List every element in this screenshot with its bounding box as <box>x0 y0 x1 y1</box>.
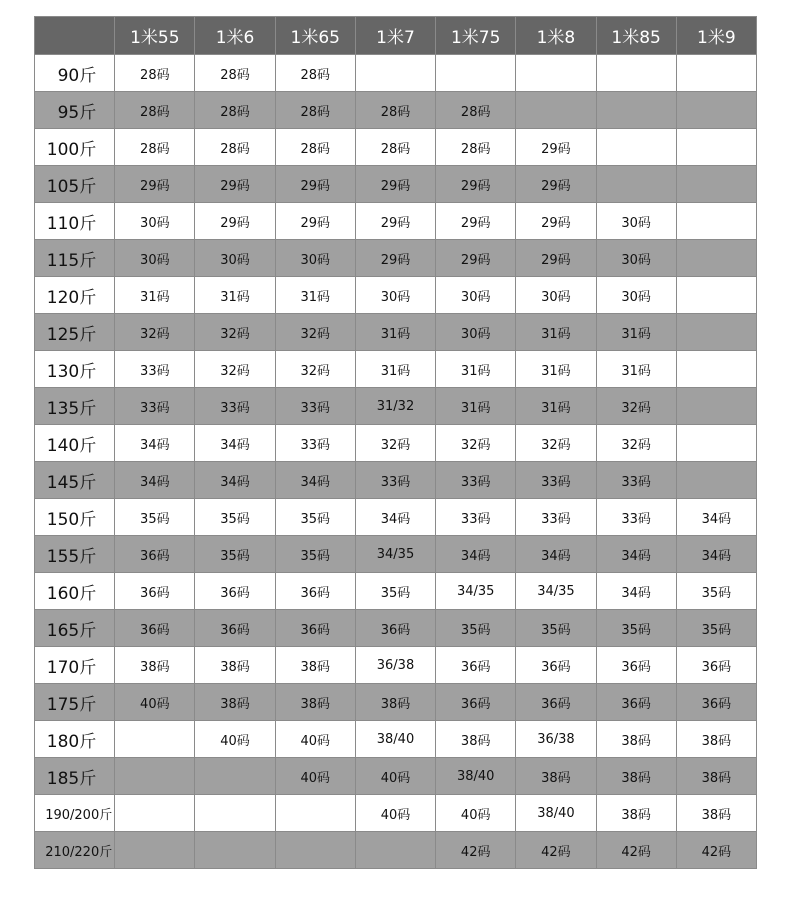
weight-cell: 110斤 <box>35 203 115 240</box>
table-row <box>35 758 757 795</box>
size-cell <box>676 203 756 240</box>
size-cell: 35码 <box>275 499 355 536</box>
weight-cell: 105斤 <box>35 166 115 203</box>
height-header: 1米8 <box>516 17 596 55</box>
size-cell: 36码 <box>436 684 516 721</box>
size-cell: 28码 <box>115 129 195 166</box>
size-cell: 28码 <box>275 129 355 166</box>
size-cell: 34码 <box>355 499 435 536</box>
size-cell: 38码 <box>516 758 596 795</box>
size-cell: 30码 <box>275 240 355 277</box>
height-header: 1米55 <box>115 17 195 55</box>
size-cell: 32码 <box>596 425 676 462</box>
weight-cell: 160斤 <box>35 573 115 610</box>
size-cell: 36码 <box>115 536 195 573</box>
size-cell: 42码 <box>516 832 596 869</box>
size-cell <box>195 832 275 869</box>
size-cell: 28码 <box>436 92 516 129</box>
size-cell: 38码 <box>195 647 275 684</box>
size-cell: 38/40 <box>355 721 435 758</box>
size-cell: 42码 <box>596 832 676 869</box>
size-cell: 35码 <box>436 610 516 647</box>
size-cell <box>676 388 756 425</box>
size-cell: 33码 <box>115 388 195 425</box>
size-cell: 28码 <box>115 55 195 92</box>
weight-cell: 170斤 <box>35 647 115 684</box>
size-cell <box>596 92 676 129</box>
size-cell <box>676 425 756 462</box>
size-cell: 33码 <box>436 462 516 499</box>
size-cell: 38码 <box>676 758 756 795</box>
size-cell: 38码 <box>436 721 516 758</box>
height-header: 1米65 <box>275 17 355 55</box>
weight-cell: 175斤 <box>35 684 115 721</box>
size-cell: 31码 <box>516 351 596 388</box>
size-cell: 29码 <box>275 203 355 240</box>
size-cell: 34码 <box>436 536 516 573</box>
size-cell: 38码 <box>275 647 355 684</box>
size-cell <box>596 55 676 92</box>
table-row <box>35 55 757 92</box>
size-cell: 29码 <box>195 203 275 240</box>
table-row <box>35 240 757 277</box>
size-cell: 29码 <box>355 166 435 203</box>
size-cell: 29码 <box>516 203 596 240</box>
size-cell: 29码 <box>195 166 275 203</box>
size-cell: 28码 <box>436 129 516 166</box>
size-cell: 35码 <box>676 610 756 647</box>
weight-cell: 90斤 <box>35 55 115 92</box>
size-cell <box>596 166 676 203</box>
table-row <box>35 610 757 647</box>
table-row <box>35 166 757 203</box>
size-cell: 34码 <box>596 536 676 573</box>
size-cell: 40码 <box>115 684 195 721</box>
weight-cell: 185斤 <box>35 758 115 795</box>
size-cell <box>195 758 275 795</box>
size-cell: 36码 <box>676 647 756 684</box>
size-cell: 40码 <box>355 795 435 832</box>
table-row <box>35 277 757 314</box>
weight-cell: 120斤 <box>35 277 115 314</box>
size-cell: 30码 <box>436 314 516 351</box>
size-cell: 38码 <box>596 795 676 832</box>
size-cell <box>596 129 676 166</box>
size-cell: 28码 <box>355 92 435 129</box>
size-cell: 33码 <box>115 351 195 388</box>
size-cell: 40码 <box>436 795 516 832</box>
weight-cell: 115斤 <box>35 240 115 277</box>
size-cell: 32码 <box>275 314 355 351</box>
table-row <box>35 832 757 869</box>
size-cell: 28码 <box>355 129 435 166</box>
size-cell <box>676 314 756 351</box>
table-row <box>35 795 757 832</box>
size-cell: 33码 <box>275 425 355 462</box>
size-cell: 36码 <box>115 610 195 647</box>
weight-cell: 190/200斤 <box>35 795 115 832</box>
size-chart-table <box>34 16 757 869</box>
weight-cell: 155斤 <box>35 536 115 573</box>
size-cell: 38码 <box>355 684 435 721</box>
table-row <box>35 314 757 351</box>
size-cell <box>676 92 756 129</box>
table-row <box>35 462 757 499</box>
size-cell: 31码 <box>516 388 596 425</box>
size-cell: 33码 <box>516 462 596 499</box>
size-cell: 36码 <box>275 573 355 610</box>
size-cell: 31码 <box>596 314 676 351</box>
size-cell: 28码 <box>195 92 275 129</box>
size-cell: 28码 <box>195 55 275 92</box>
size-cell: 35码 <box>676 573 756 610</box>
size-cell: 28码 <box>275 92 355 129</box>
size-cell: 32码 <box>115 314 195 351</box>
size-cell: 36码 <box>115 573 195 610</box>
size-cell: 42码 <box>676 832 756 869</box>
size-cell: 29码 <box>115 166 195 203</box>
size-cell: 31码 <box>436 388 516 425</box>
size-cell: 28码 <box>195 129 275 166</box>
size-cell: 38码 <box>115 647 195 684</box>
size-cell: 38码 <box>596 758 676 795</box>
size-cell: 32码 <box>516 425 596 462</box>
size-cell: 33码 <box>275 388 355 425</box>
size-cell: 34码 <box>195 462 275 499</box>
size-cell: 30码 <box>195 240 275 277</box>
size-cell <box>676 240 756 277</box>
size-cell: 29码 <box>436 166 516 203</box>
size-cell: 40码 <box>195 721 275 758</box>
size-cell: 38码 <box>275 684 355 721</box>
size-cell: 36码 <box>596 684 676 721</box>
size-cell <box>275 795 355 832</box>
size-cell: 30码 <box>516 277 596 314</box>
size-cell: 30码 <box>596 240 676 277</box>
size-cell: 35码 <box>195 499 275 536</box>
size-cell: 30码 <box>596 203 676 240</box>
size-cell: 33码 <box>596 462 676 499</box>
weight-cell: 140斤 <box>35 425 115 462</box>
weight-cell: 95斤 <box>35 92 115 129</box>
size-cell: 36/38 <box>355 647 435 684</box>
size-cell <box>115 832 195 869</box>
table-row <box>35 388 757 425</box>
size-cell <box>676 129 756 166</box>
size-cell: 28码 <box>115 92 195 129</box>
size-cell <box>355 55 435 92</box>
size-cell: 31码 <box>596 351 676 388</box>
size-cell: 38码 <box>195 684 275 721</box>
size-cell: 32码 <box>195 351 275 388</box>
size-cell: 40码 <box>275 758 355 795</box>
size-cell: 34/35 <box>436 573 516 610</box>
size-cell: 35码 <box>275 536 355 573</box>
size-cell: 36码 <box>516 684 596 721</box>
size-cell <box>115 795 195 832</box>
size-cell: 33码 <box>195 388 275 425</box>
size-cell: 36码 <box>195 610 275 647</box>
size-cell: 30码 <box>596 277 676 314</box>
size-cell: 38码 <box>596 721 676 758</box>
table-row <box>35 647 757 684</box>
size-cell: 34码 <box>596 573 676 610</box>
size-cell: 40码 <box>355 758 435 795</box>
weight-cell: 100斤 <box>35 129 115 166</box>
size-cell: 36码 <box>195 573 275 610</box>
size-cell <box>436 55 516 92</box>
height-header: 1米75 <box>436 17 516 55</box>
size-cell: 30码 <box>436 277 516 314</box>
table-row <box>35 536 757 573</box>
weight-cell: 180斤 <box>35 721 115 758</box>
size-cell: 35码 <box>516 610 596 647</box>
weight-cell: 150斤 <box>35 499 115 536</box>
size-cell: 29码 <box>516 240 596 277</box>
size-cell: 35码 <box>355 573 435 610</box>
height-header: 1米6 <box>195 17 275 55</box>
size-cell: 31码 <box>516 314 596 351</box>
size-cell: 31码 <box>436 351 516 388</box>
table-body <box>35 55 757 869</box>
size-cell <box>115 758 195 795</box>
size-cell: 36码 <box>516 647 596 684</box>
size-cell <box>195 795 275 832</box>
size-cell <box>676 55 756 92</box>
size-cell: 31码 <box>275 277 355 314</box>
size-cell: 35码 <box>195 536 275 573</box>
size-cell <box>676 351 756 388</box>
size-cell: 34/35 <box>516 573 596 610</box>
size-cell <box>516 92 596 129</box>
size-cell: 29码 <box>355 203 435 240</box>
size-cell: 36/38 <box>516 721 596 758</box>
size-cell <box>115 721 195 758</box>
weight-cell: 130斤 <box>35 351 115 388</box>
size-cell: 31码 <box>115 277 195 314</box>
size-cell: 32码 <box>275 351 355 388</box>
size-cell: 36码 <box>676 684 756 721</box>
size-cell: 33码 <box>436 499 516 536</box>
table-row <box>35 92 757 129</box>
size-cell: 34码 <box>195 425 275 462</box>
size-cell: 31/32 <box>355 388 435 425</box>
size-cell: 34码 <box>115 425 195 462</box>
size-cell: 33码 <box>596 499 676 536</box>
size-cell: 29码 <box>516 166 596 203</box>
table-row <box>35 203 757 240</box>
size-cell: 28码 <box>275 55 355 92</box>
size-cell: 30码 <box>115 203 195 240</box>
size-cell: 32码 <box>195 314 275 351</box>
size-cell: 29码 <box>436 240 516 277</box>
size-cell <box>676 462 756 499</box>
weight-cell: 165斤 <box>35 610 115 647</box>
weight-cell: 145斤 <box>35 462 115 499</box>
size-cell: 32码 <box>596 388 676 425</box>
size-cell: 30码 <box>355 277 435 314</box>
weight-cell: 210/220斤 <box>35 832 115 869</box>
table-row <box>35 351 757 388</box>
size-cell: 34码 <box>676 536 756 573</box>
height-header: 1米7 <box>355 17 435 55</box>
size-cell: 42码 <box>436 832 516 869</box>
size-cell: 36码 <box>355 610 435 647</box>
header-row <box>35 17 757 55</box>
size-cell: 29码 <box>436 203 516 240</box>
size-cell: 38/40 <box>436 758 516 795</box>
size-cell: 40码 <box>275 721 355 758</box>
size-cell: 29码 <box>355 240 435 277</box>
size-cell <box>676 277 756 314</box>
table-row <box>35 721 757 758</box>
size-cell: 35码 <box>115 499 195 536</box>
size-cell: 34码 <box>516 536 596 573</box>
size-cell <box>355 832 435 869</box>
size-cell: 34码 <box>676 499 756 536</box>
size-cell: 32码 <box>355 425 435 462</box>
weight-cell: 125斤 <box>35 314 115 351</box>
size-cell: 34码 <box>115 462 195 499</box>
size-cell: 31码 <box>195 277 275 314</box>
corner-cell <box>35 17 115 55</box>
size-cell: 34/35 <box>355 536 435 573</box>
table-row <box>35 684 757 721</box>
size-cell: 36码 <box>596 647 676 684</box>
size-cell: 31码 <box>355 351 435 388</box>
table-row <box>35 129 757 166</box>
size-cell <box>275 832 355 869</box>
table-row <box>35 499 757 536</box>
size-cell: 36码 <box>436 647 516 684</box>
size-cell: 38码 <box>676 721 756 758</box>
size-cell: 29码 <box>275 166 355 203</box>
height-header: 1米85 <box>596 17 676 55</box>
table-header <box>35 17 757 55</box>
size-cell: 36码 <box>275 610 355 647</box>
size-cell: 30码 <box>115 240 195 277</box>
weight-cell: 135斤 <box>35 388 115 425</box>
size-cell: 33码 <box>355 462 435 499</box>
size-cell: 34码 <box>275 462 355 499</box>
size-cell <box>676 166 756 203</box>
size-cell: 32码 <box>436 425 516 462</box>
size-cell: 38/40 <box>516 795 596 832</box>
table-row <box>35 425 757 462</box>
size-cell: 31码 <box>355 314 435 351</box>
table-row <box>35 573 757 610</box>
height-header: 1米9 <box>676 17 756 55</box>
size-cell: 38码 <box>676 795 756 832</box>
size-cell: 29码 <box>516 129 596 166</box>
size-cell <box>516 55 596 92</box>
size-cell: 35码 <box>596 610 676 647</box>
size-cell: 33码 <box>516 499 596 536</box>
